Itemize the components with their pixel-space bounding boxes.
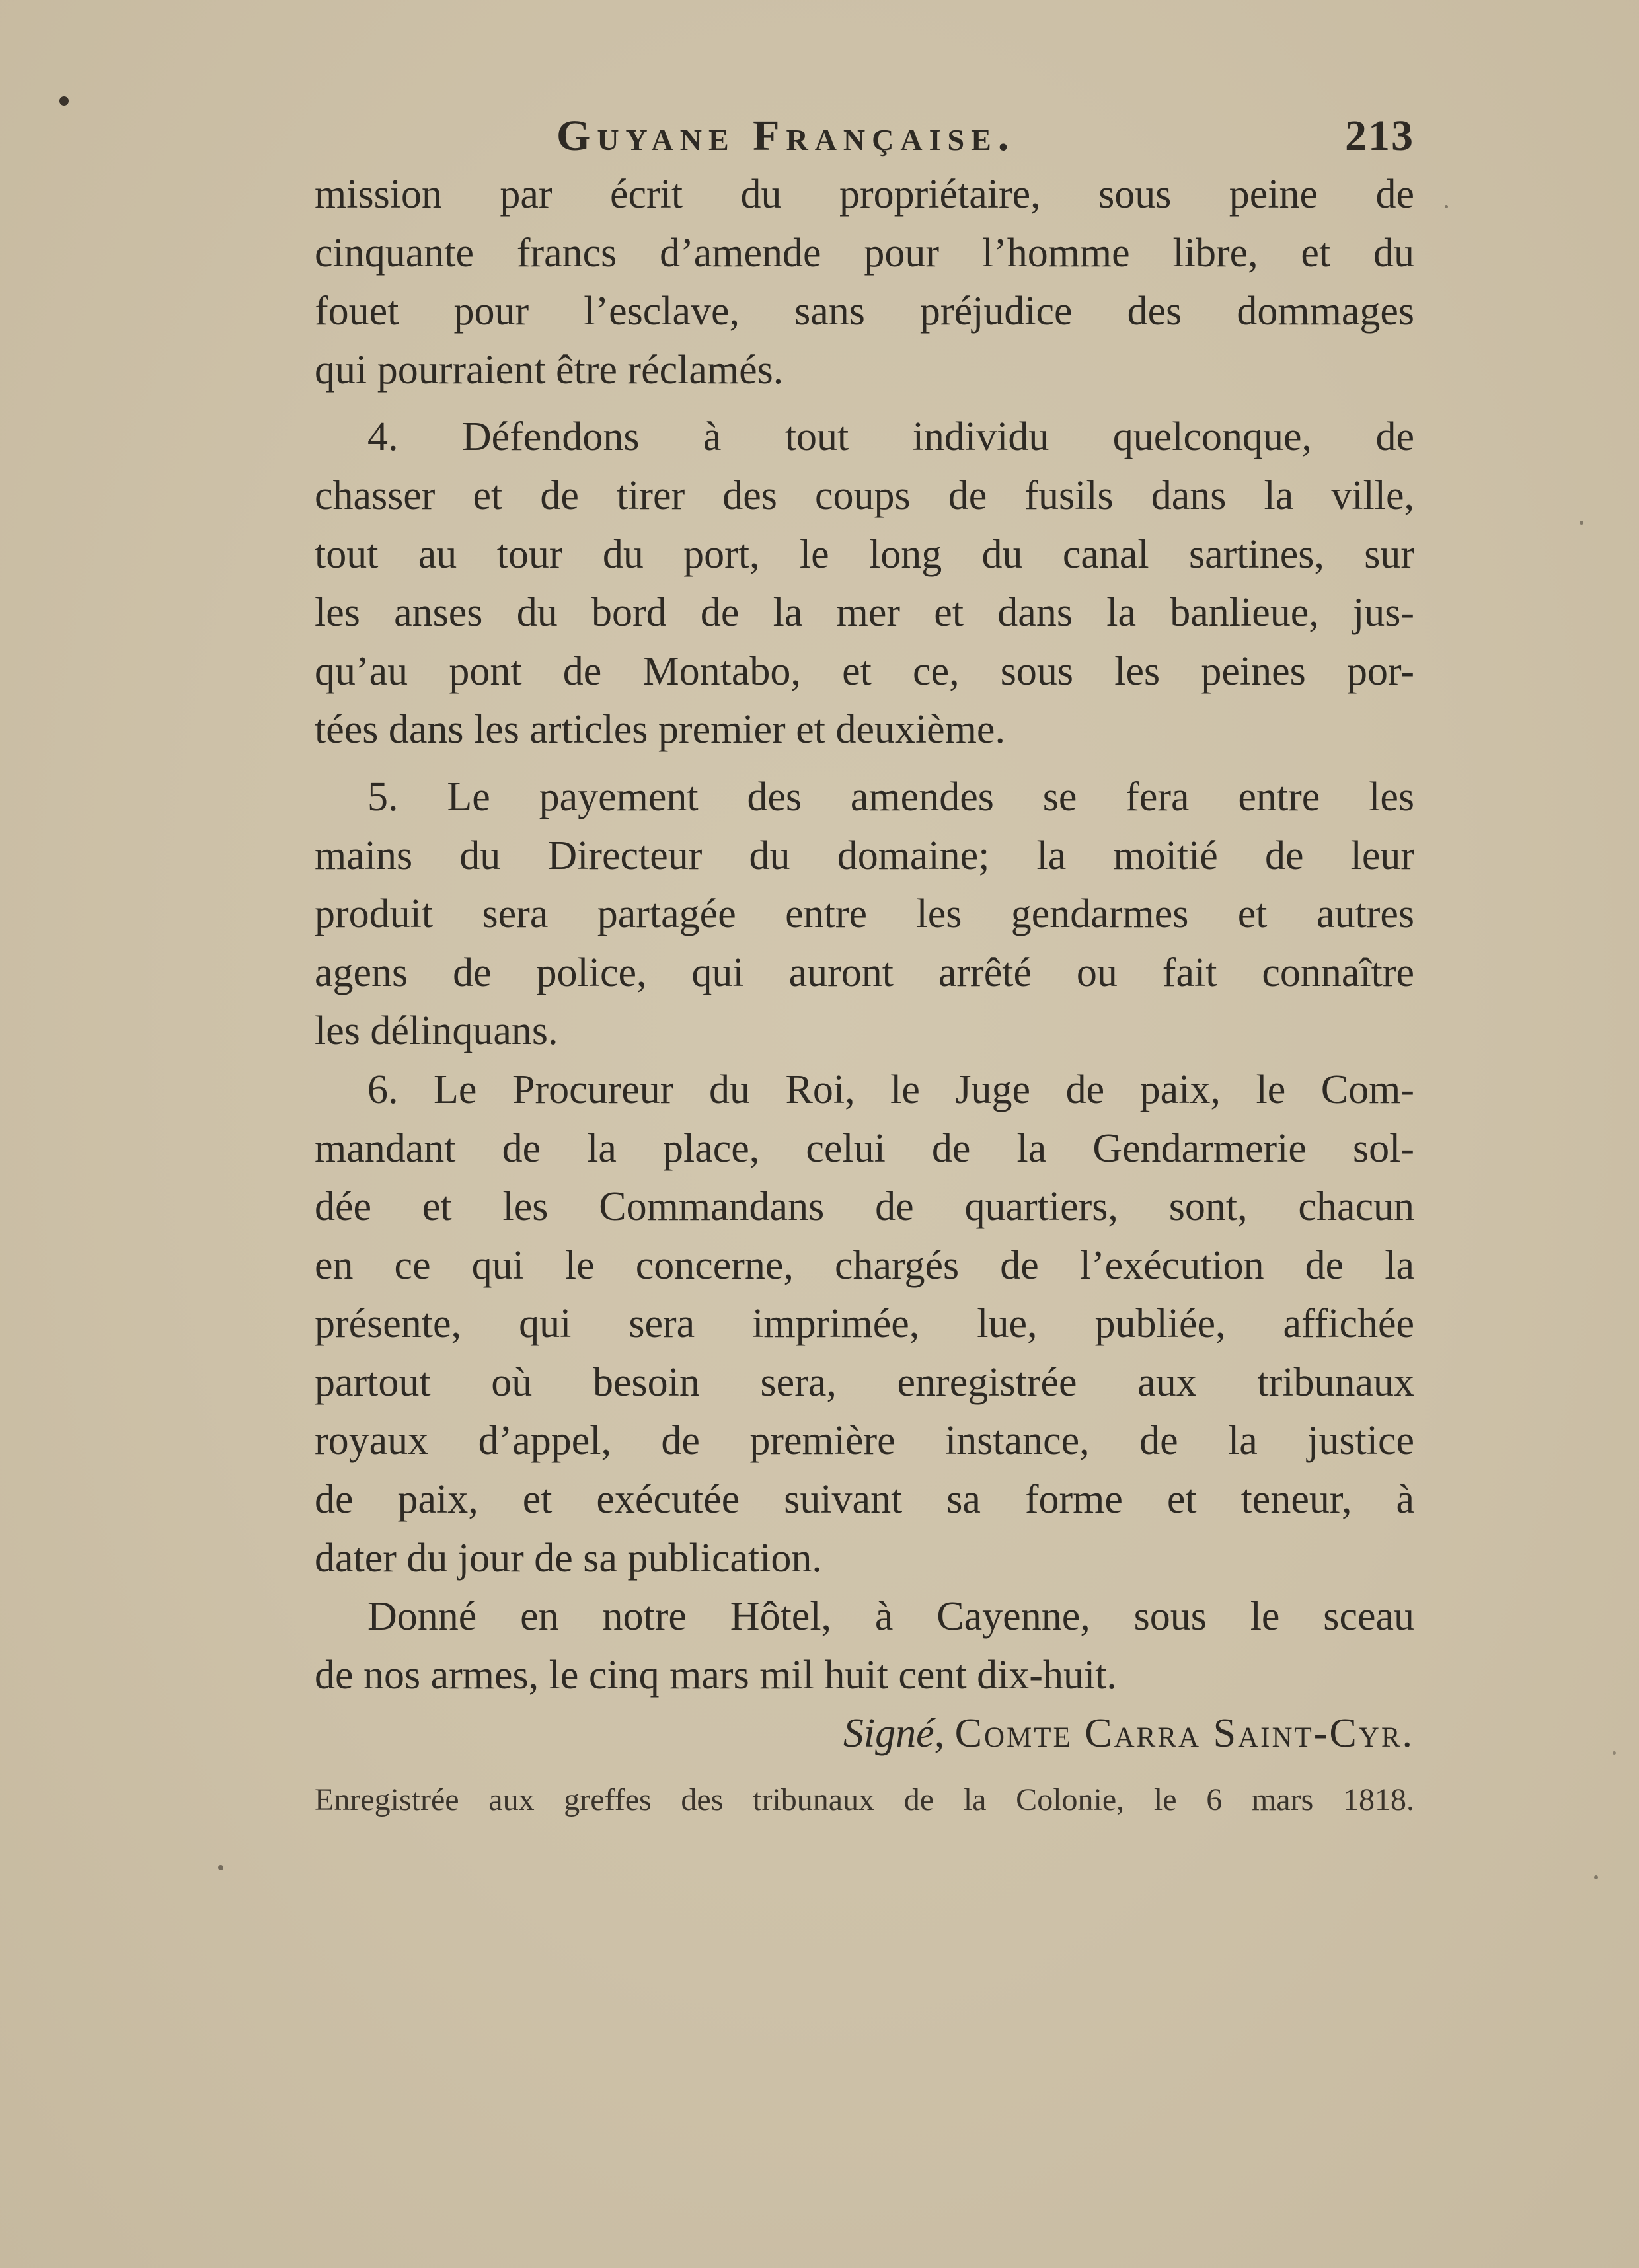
text-line: présente, qui sera imprimée, lue, publiée, affichée <box>315 1301 1414 1347</box>
text-line: chasser et de tirer des coups de fusils dans la ville, <box>315 472 1414 518</box>
body-text <box>315 165 1414 1704</box>
registration-note: Enregistrée aux greffes des tribunaux de la Colonie, le 6 mars 1818. <box>315 1782 1414 1818</box>
page-number: 213 <box>1345 112 1414 160</box>
text-line: mandant de la place, celui de la Gendarmerie sol- <box>315 1125 1414 1171</box>
ink-speck <box>1594 1875 1598 1879</box>
text-line: les anses du bord de la mer et dans la banlieue, jus- <box>315 590 1414 636</box>
text-line: en ce qui le concerne, chargés de l’exécution de la <box>315 1242 1414 1288</box>
paragraph-gap <box>315 759 1414 768</box>
ink-speck <box>1580 521 1583 525</box>
text-line: produit sera partagée entre les gendarmes et autres <box>315 891 1414 937</box>
text-line: dater du jour de sa publication. <box>315 1535 822 1581</box>
paragraph-gap <box>315 399 1414 408</box>
text-line: qui pourraient être réclamés. <box>315 347 784 393</box>
text-line: dée et les Commandans de quartiers, sont, chacun <box>315 1184 1414 1230</box>
text-line: royaux d’appel, de première instance, de la justice <box>315 1418 1414 1464</box>
text-line: de nos armes, le cinq mars mil huit cent dix-huit. <box>315 1652 1117 1698</box>
text-line: agens de police, qui auront arrêté ou fait connaître <box>315 950 1414 995</box>
text-line: fouet pour l’esclave, sans préjudice des dommages <box>315 289 1414 334</box>
text-line: mission par écrit du propriétaire, sous peine de <box>315 172 1414 217</box>
text-line: 4. Défendons à tout individu quelconque, de <box>367 414 1414 460</box>
running-head <box>315 106 1414 165</box>
text-line: qu’au pont de Montabo, et ce, sous les peines por- <box>315 648 1414 694</box>
ink-speck <box>59 96 69 106</box>
running-title: Guyane Française. <box>556 112 1016 160</box>
ink-speck <box>1445 205 1448 208</box>
ink-speck <box>1613 1751 1616 1755</box>
text-line: cinquante francs d’amende pour l’homme libre, et du <box>315 230 1414 276</box>
text-line: 5. Le payement des amendes se fera entre les <box>367 774 1414 819</box>
text-line: tées dans les articles premier et deuxième. <box>315 707 1005 753</box>
text-line: de paix, et exécutée suivant sa forme et teneur, à <box>315 1477 1414 1523</box>
text-line: partout où besoin sera, enregistrée aux tribunaux <box>315 1359 1414 1405</box>
text-line: Donné en notre Hôtel, à Cayenne, sous le sceau <box>367 1594 1414 1640</box>
text-line: mains du Directeur du domaine; la moitié de leur <box>315 833 1414 878</box>
signature-line <box>315 1704 1414 1762</box>
text-line: les délinquans. <box>315 1008 558 1054</box>
signature-name: Comte Carra Saint-Cyr. <box>954 1711 1414 1757</box>
page-text <box>315 106 1414 1823</box>
text-line: 6. Le Procureur du Roi, le Juge de paix, le Com- <box>367 1067 1414 1112</box>
ink-speck <box>218 1865 223 1870</box>
signature-signe: Signé, <box>843 1711 945 1757</box>
text-line: tout au tour du port, le long du canal sartines, sur <box>315 531 1414 577</box>
